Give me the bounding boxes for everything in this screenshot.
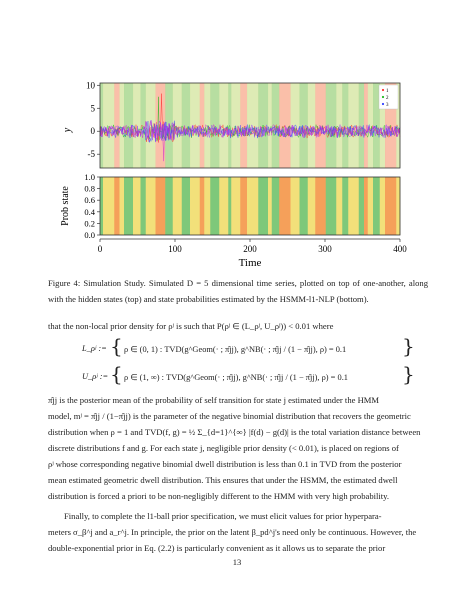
prob-band-20: [247, 177, 259, 235]
paragraph-1: [48, 392, 428, 504]
prob-band-37: [380, 177, 386, 235]
prob-band-11: [182, 177, 191, 235]
paragraph-2-line-2: meters σ_β^j and a_r^j. In principle, the prior on the latent β_pd^j's need only be continuous. However, the: [48, 527, 417, 537]
bottom-x-axis: [98, 239, 408, 254]
paragraph-2: [48, 508, 428, 556]
state-band-5: [133, 83, 141, 168]
prob-band-32: [348, 177, 359, 235]
state-band-22: [268, 83, 272, 168]
prob-band-4: [124, 177, 133, 235]
state-band-20: [247, 83, 259, 168]
paragraph-1-line-6: mean estimated geometric dwell distribution. This ensures that under the HSMM, the estimated dwell: [48, 475, 398, 485]
bottom-y-tick-label-1: 0.2: [84, 218, 95, 229]
state-band-11: [182, 83, 191, 168]
prob-band-10: [173, 177, 182, 235]
prob-band-30: [336, 177, 342, 235]
figure-4: [56, 74, 416, 270]
prob-band-23: [272, 177, 280, 235]
state-band-14: [204, 83, 210, 168]
state-band-28: [315, 83, 326, 168]
bottom-y-tick-label-4: 0.8: [84, 183, 95, 194]
bottom-y-tick-label-3: 0.6: [84, 195, 95, 206]
prob-band-5: [133, 177, 141, 235]
prob-band-1: [103, 177, 115, 235]
paragraph-2-line-1: Finally, to complete the l1-ball prior specification, we must elicit values for prior hyperpara-: [64, 511, 382, 521]
top-y-tick-label-2: 5: [90, 103, 95, 114]
bottom-x-axis-label: Time: [238, 257, 262, 269]
eq-L-body: ρ ∈ (0, 1) : TVD(g^Geom(· ; π̂jj), g^NB(· ; π̂jj / (1 − π̂jj), ρ) = 0.1: [124, 345, 347, 354]
eq-U-body: ρ ∈ (1, ∞) : TVD(g^Geom(· ; π̂jj), g^NB(· ; π̂jj / (1 − π̂jj), ρ) = 0.1: [124, 373, 348, 382]
prob-band-31: [342, 177, 348, 235]
top-y-axis-label: y: [62, 127, 73, 133]
prob-band-18: [231, 177, 240, 235]
prob-band-36: [373, 177, 380, 235]
bottom-panel-state-probabilities: [100, 177, 400, 235]
bottom-y-tick-label-2: 0.4: [84, 206, 95, 217]
x-tick-label-1: 100: [168, 244, 182, 254]
prob-band-19: [240, 177, 247, 235]
bottom-y-tick-label-0: 0.0: [84, 230, 95, 240]
eq-L-open-brace: {: [110, 334, 123, 358]
x-tick-label-3: 300: [318, 244, 332, 254]
state-band-29: [326, 83, 337, 168]
prob-band-28: [315, 177, 326, 235]
prob-band-8: [156, 177, 166, 235]
legend-label-1: 1: [386, 89, 389, 94]
legend-marker-1: [382, 89, 384, 91]
bottom-y-axis-label: Prob state: [60, 186, 71, 226]
legend-box: [379, 85, 398, 109]
x-tick-label-2: 200: [243, 244, 257, 254]
x-tick-label-0: 0: [97, 244, 103, 254]
legend-label-3: 3: [386, 103, 389, 108]
top-panel: [62, 80, 400, 168]
prob-band-9: [165, 177, 173, 235]
page-number: 13: [232, 557, 242, 567]
top-y-tick-label-3: 10: [86, 80, 95, 91]
eq-L-close-brace: }: [402, 334, 415, 358]
legend-marker-2: [382, 96, 384, 98]
paragraph-1-line-2: model, mʲ = π̂jj / (1−π̂jj) is the parameter of the negative binomial distribution that recovers the geometric: [48, 411, 411, 421]
paragraph-1-line-5: ρʲ whose corresponding negative binomial dwell distribution is less than 0.1 in TVD from the posterior: [48, 459, 402, 469]
paragraph-1-line-4: discrete distributions f and g. For each state j, negligible prior density (< 0.01), is placed on regions of: [48, 443, 399, 453]
bottom-y-axis: [84, 172, 100, 240]
state-band-30: [336, 83, 342, 168]
state-band-12: [190, 83, 200, 168]
state-band-3: [120, 83, 125, 168]
paragraph-1-line-7: distribution is forced a priori to be non-negligibly different to the HMM with very high probability.: [48, 491, 390, 501]
top-y-tick-label-1: 0: [90, 126, 95, 137]
state-band-26: [300, 83, 309, 168]
state-band-31: [342, 83, 348, 168]
prob-band-3: [120, 177, 125, 235]
prob-band-0: [100, 177, 103, 235]
eq-U-open-brace: {: [110, 362, 123, 386]
prob-band-2: [114, 177, 120, 235]
prob-band-7: [146, 177, 156, 235]
state-band-27: [308, 83, 316, 168]
state-band-4: [124, 83, 133, 168]
intro-line: that the non-local prior density for ρʲ is such that P(ρʲ ∈ (L_ρʲ, U_ρʲ)) < 0.01 where: [48, 321, 334, 331]
prob-band-17: [228, 177, 231, 235]
prob-band-35: [368, 177, 374, 235]
paragraph-1-line-1: π̂jj is the posterior mean of the probability of self transition for state j estimated under the HMM: [48, 395, 380, 405]
x-tick-label-4: 400: [393, 244, 407, 254]
prob-band-22: [268, 177, 272, 235]
state-band-18: [231, 83, 240, 168]
prob-band-14: [204, 177, 210, 235]
eq-U-label: U_ρʲ :=: [82, 372, 109, 381]
state-band-1: [103, 83, 115, 168]
prob-band-15: [210, 177, 219, 235]
legend-label-2: 2: [386, 96, 389, 101]
state-band-32: [348, 83, 359, 168]
state-band-13: [200, 83, 205, 168]
bottom-panel: [60, 172, 407, 269]
prob-band-26: [300, 177, 309, 235]
prob-band-27: [308, 177, 316, 235]
legend-marker-3: [382, 103, 384, 105]
eq-U-close-brace: }: [402, 362, 415, 386]
paragraph-1-line-3: distribution when ρ = 1 and TVD(f, g) = ½ Σ_{d=1}^{∞} |f(d) − g(d)| is the total variation distance between: [48, 427, 421, 437]
top-legend: [379, 85, 398, 109]
prob-band-16: [219, 177, 228, 235]
prob-band-13: [200, 177, 205, 235]
state-band-34: [364, 83, 368, 168]
state-band-24: [279, 83, 291, 168]
prob-band-38: [385, 177, 397, 235]
prob-band-21: [258, 177, 268, 235]
prob-band-24: [279, 177, 291, 235]
prob-band-12: [190, 177, 200, 235]
state-band-35: [368, 83, 374, 168]
prob-band-6: [141, 177, 147, 235]
prob-band-25: [291, 177, 300, 235]
state-band-2: [114, 83, 120, 168]
bottom-y-tick-label-5: 1.0: [84, 172, 95, 182]
figure-caption: Figure 4: Simulation Study. Simulated D = 5 dimensional time series, plotted on top of one-another, along with the hidden states (top) and state probabilities estimated by the HSMM-l1-NLP (bottom).: [48, 278, 428, 304]
prob-band-34: [364, 177, 368, 235]
paragraph-2-line-3: double-exponential prior in Eq. (2.2) is particularly convenient as it allows us to separate the prior: [48, 543, 386, 553]
state-band-0: [100, 83, 103, 168]
top-y-axis: [86, 80, 100, 159]
eq-L-label: L_ρʲ :=: [82, 344, 107, 353]
prob-band-33: [359, 177, 365, 235]
prob-band-29: [326, 177, 337, 235]
state-band-16: [219, 83, 228, 168]
top-y-tick-label-0: -5: [87, 149, 95, 160]
